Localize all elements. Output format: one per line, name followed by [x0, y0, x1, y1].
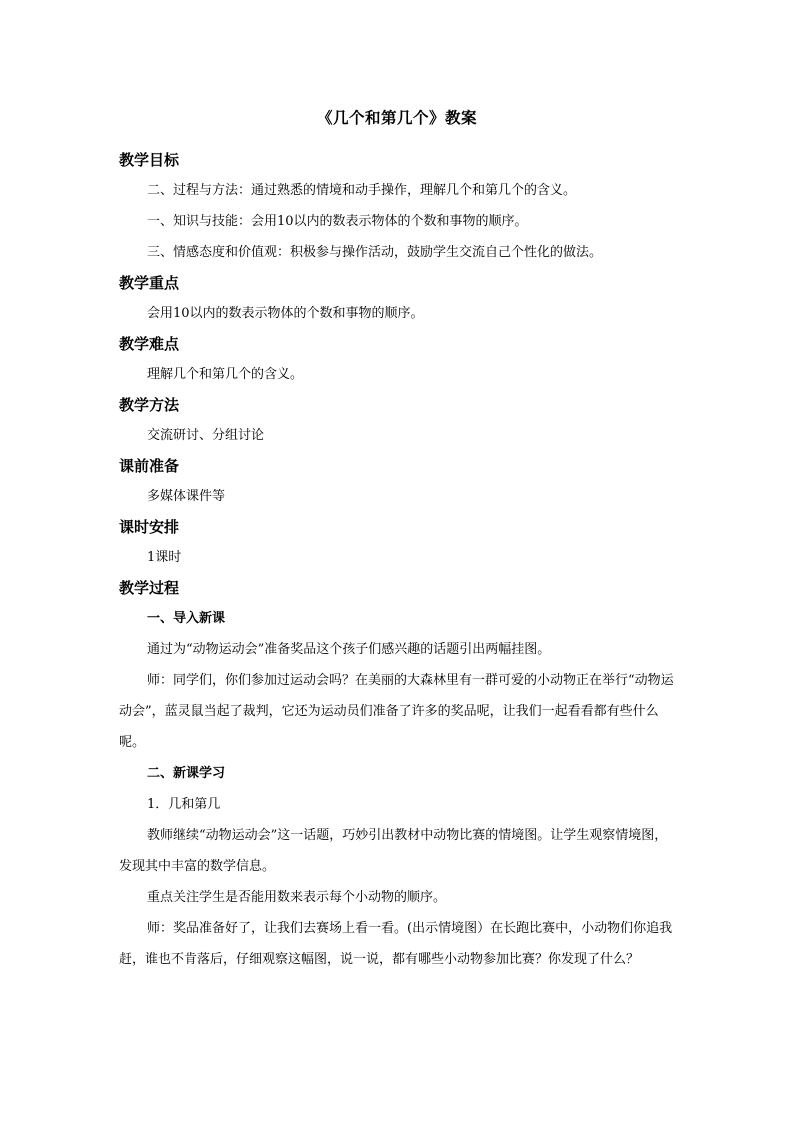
paragraph: 师：同学们，你们参加过运动会吗？在美丽的大森林里有一群可爱的小动物正在举行“动物运动会”，蓝灵鼠当起了裁判，它还为运动员们准备了许多的奖品呢，让我们一起看看都有些什么呢。 [119, 673, 674, 750]
goal-item: 一、知识与技能：会用10以内的数表示物体的个数和事物的顺序。 [147, 214, 528, 229]
schedule-text: 1课时 [147, 550, 182, 565]
heading-method: 教学方法 [119, 396, 180, 414]
heading-goals: 教学目标 [119, 151, 180, 169]
subheading-new-lesson: 二、新课学习 [147, 766, 226, 781]
goal-item: 三、情感态度和价值观：积极参与操作活动，鼓励学生交流自己个性化的做法。 [147, 245, 603, 260]
prep-text: 多媒体课件等 [147, 489, 226, 504]
numbered-subheading: 1．几和第几 [147, 797, 221, 812]
paragraph: 教师继续“动物运动会”这一话题，巧妙引出教材中动物比赛的情境图。让学生观察情境图，发现其中丰富的数学信息。 [119, 828, 668, 874]
paragraph: 重点关注学生是否能用数来表示每个小动物的顺序。 [147, 890, 447, 905]
document-title: 《几个和第几个》教案 [316, 108, 477, 127]
subheading-intro: 一、导入新课 [147, 611, 226, 626]
document-body [119, 145, 679, 975]
paragraph: 通过为“动物运动会”准备奖品这个孩子们感兴趣的话题引出两幅挂图。 [147, 642, 551, 657]
heading-schedule: 课时安排 [119, 518, 180, 536]
heading-prep: 课前准备 [119, 457, 180, 475]
difficulty-text: 理解几个和第几个的含义。 [147, 367, 304, 382]
heading-difficulty: 教学难点 [119, 335, 180, 353]
paragraph: 师：奖品准备好了，让我们去赛场上看一看。(出示情境图）在长跑比赛中，小动物们你追我赶，谁也不肯落后，仔细观察这幅图，说一说，都有哪些小动物参加比赛？你发现了什么？ [119, 921, 673, 967]
goal-item: 二、过程与方法：通过熟悉的情境和动手操作，理解几个和第几个的含义。 [147, 183, 577, 198]
heading-keypoint: 教学重点 [119, 274, 180, 292]
method-text: 交流研讨、分组讨论 [147, 428, 265, 443]
keypoint-text: 会用10以内的数表示物体的个数和事物的顺序。 [147, 306, 424, 321]
heading-process: 教学过程 [119, 579, 180, 597]
